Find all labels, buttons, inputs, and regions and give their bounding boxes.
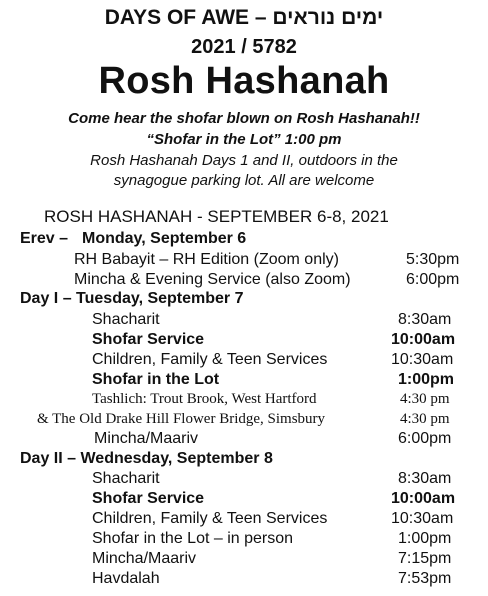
schedule-item-name: Shacharit [92,311,160,328]
schedule-item-time: 1:00pm [398,530,452,547]
header-days-of-awe: DAYS OF AWE – ימים נוראים [104,6,384,29]
day1-heading: Day I – Tuesday, September 7 [20,290,244,307]
schedule-item-time: 8:30am [398,311,452,328]
schedule-item-time: 10:30am [391,510,454,527]
schedule-title: ROSH HASHANAH - SEPTEMBER 6-8, 2021 [44,207,389,226]
erev-date: Monday, September 6 [82,230,247,247]
schedule-item-name: Shacharit [92,470,160,487]
schedule-item-name: Mincha/Maariv [92,550,197,567]
schedule-item-time: 5:30pm [406,251,460,268]
schedule-item-name: RH Babayit – RH Edition (Zoom only) [74,251,339,268]
schedule-item-time: 1:00pm [398,371,455,388]
schedule-item-name: Shofar in the Lot [92,371,220,388]
schedule-item-name: Mincha & Evening Service (also Zoom) [74,271,351,288]
erev-label: Erev – [20,230,69,247]
schedule-item-name: Mincha/Maariv [94,430,199,447]
schedule-item-time: 6:00pm [406,271,460,288]
intro-line-2: “Shofar in the Lot” 1:00 pm [146,131,342,148]
intro-line-3: Rosh Hashanah Days 1 and II, outdoors in the [90,152,398,169]
schedule-item-name: Shofar in the Lot – in person [92,530,294,547]
page-title: Rosh Hashanah [98,60,390,102]
schedule-item-time: 10:00am [391,490,456,507]
schedule-item-time: 10:00am [391,331,456,348]
header-year: 2021 / 5782 [191,36,297,58]
schedule-item-time: 8:30am [398,470,452,487]
schedule-item-name: Havdalah [92,570,160,587]
day2-heading: Day II – Wednesday, September 8 [20,450,273,467]
schedule-item-time: 6:00pm [398,430,452,447]
schedule-item-time: 7:53pm [398,570,452,587]
schedule-item-time: 7:15pm [398,550,452,567]
schedule-item-name: & The Old Drake Hill Flower Bridge, Simsbury [37,411,326,427]
schedule-item-time: 4:30 pm [400,411,450,427]
schedule-item-name: Children, Family & Teen Services [92,351,328,368]
schedule-item-time: 4:30 pm [400,391,450,407]
schedule-item-name: Shofar Service [92,331,205,348]
schedule-item-name: Shofar Service [92,490,205,507]
intro-line-1: Come hear the shofar blown on Rosh Hashanah!! [68,110,420,127]
intro-line-4: synagogue parking lot. All are welcome [113,172,375,189]
schedule-item-name: Children, Family & Teen Services [92,510,328,527]
schedule-item-time: 10:30am [391,351,454,368]
schedule-item-name: Tashlich: Trout Brook, West Hartford [92,391,317,407]
